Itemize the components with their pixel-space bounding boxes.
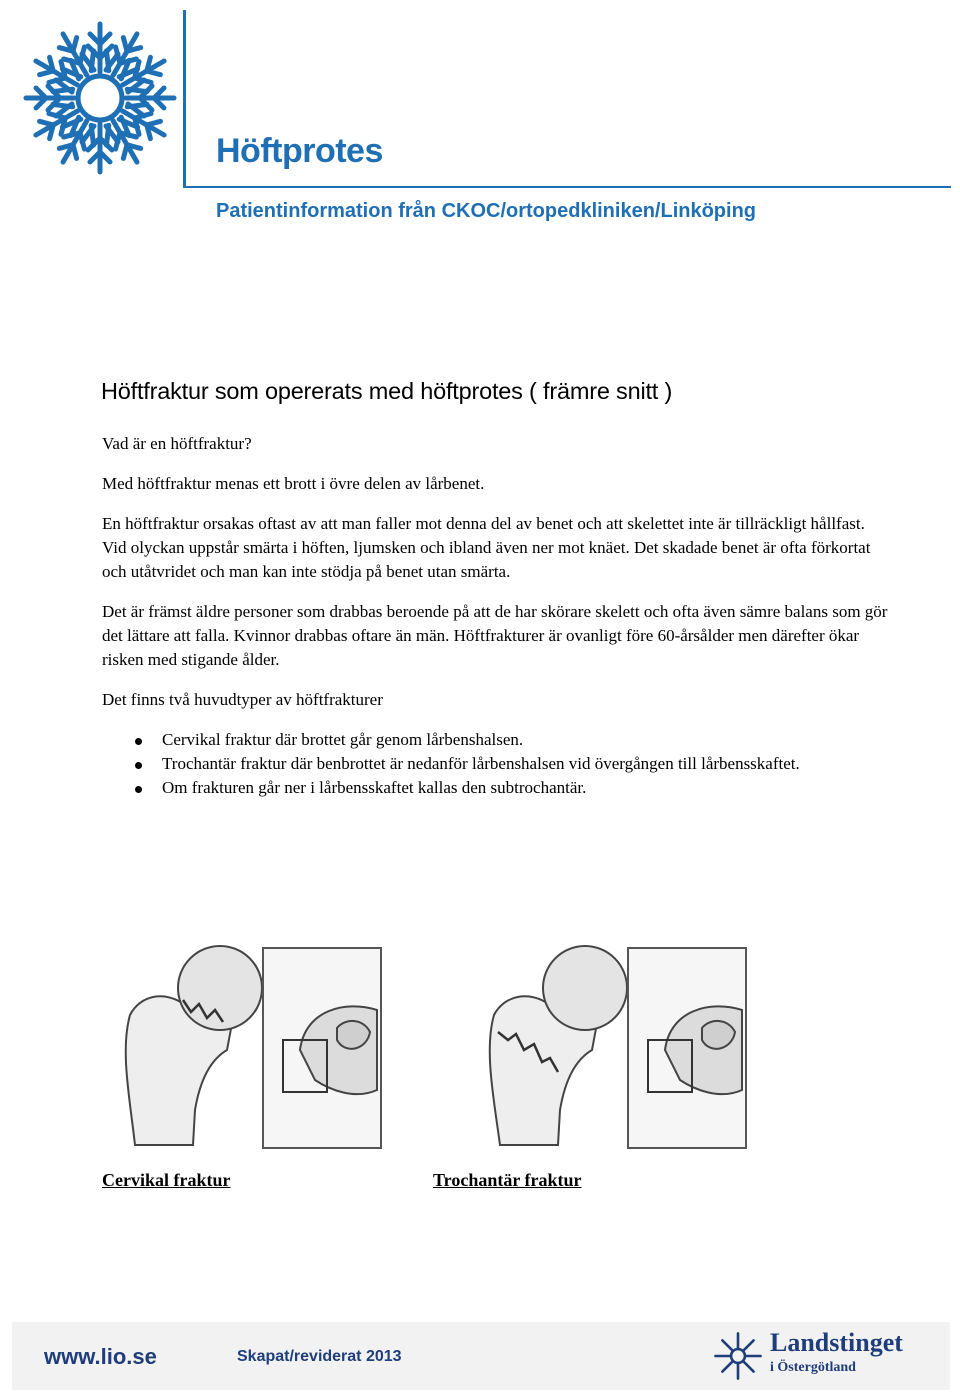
bullet-icon — [135, 786, 142, 793]
question-line: Vad är en höftfraktur? — [102, 434, 252, 453]
landstinget-logo-icon — [712, 1330, 764, 1382]
list-item: Trochantär fraktur där benbrottet är nedanför lårbenshalsen vid övergången till lårbensskaftet. — [102, 752, 892, 776]
page-footer — [12, 1322, 950, 1390]
footer-org-name: Landstinget — [770, 1328, 903, 1357]
list-item: Cervikal fraktur där brottet går genom lårbenshalsen. — [102, 728, 892, 752]
footer-date: Skapat/reviderat 2013 — [237, 1348, 402, 1365]
paragraph-1: Med höftfraktur menas ett brott i övre delen av lårbenet. — [102, 474, 485, 493]
bullet-icon — [135, 762, 142, 769]
body-text — [102, 432, 892, 800]
trochanteric-fracture-illustration — [478, 940, 798, 1160]
footer-region-name: i Östergötland — [770, 1360, 856, 1375]
caption-cervical: Cervikal fraktur — [102, 1170, 231, 1190]
paragraph-2: En höftfraktur orsakas oftast av att man faller mot denna del av benet och att skelettet inte är tillräckligt hållfast. Vid olyckan uppstår smärta i höften, ljumsken och ibland även ner mot knäet. Det skadade benet är ofta förkortat och utåtvridet och man kan inte stödja på benet utan smärta. — [102, 514, 871, 581]
header-vertical-rule — [183, 10, 186, 188]
section-heading: Höftfraktur som opererats med höftprotes ( främre snitt ) — [101, 378, 673, 404]
page-title: Höftprotes — [216, 132, 383, 170]
list-item: Om frakturen går ner i lårbensskaftet kallas den subtrochantär. — [102, 776, 892, 800]
footer-url-link[interactable]: www.lio.se — [44, 1344, 157, 1369]
bullet-icon — [135, 738, 142, 745]
snowflake-logo-icon — [20, 18, 180, 178]
caption-trochanteric: Trochantär fraktur — [433, 1170, 582, 1190]
page-subtitle: Patientinformation från CKOC/ortopedkliniken/Linköping — [216, 200, 757, 222]
header-horizontal-rule — [183, 186, 951, 188]
fracture-types-list — [102, 728, 892, 800]
paragraph-4: Det finns två huvudtyper av höftfrakturer — [102, 690, 383, 709]
paragraph-3: Det är främst äldre personer som drabbas beroende på att de har skörare skelett och ofta även sämre balans som gör det lättare att falla. Kvinnor drabbas oftare än män. Höftfrakturer är ovanligt före 60-årsålder men därefter ökar risken med stigande ålder. — [102, 602, 888, 669]
cervical-fracture-illustration — [115, 940, 415, 1160]
